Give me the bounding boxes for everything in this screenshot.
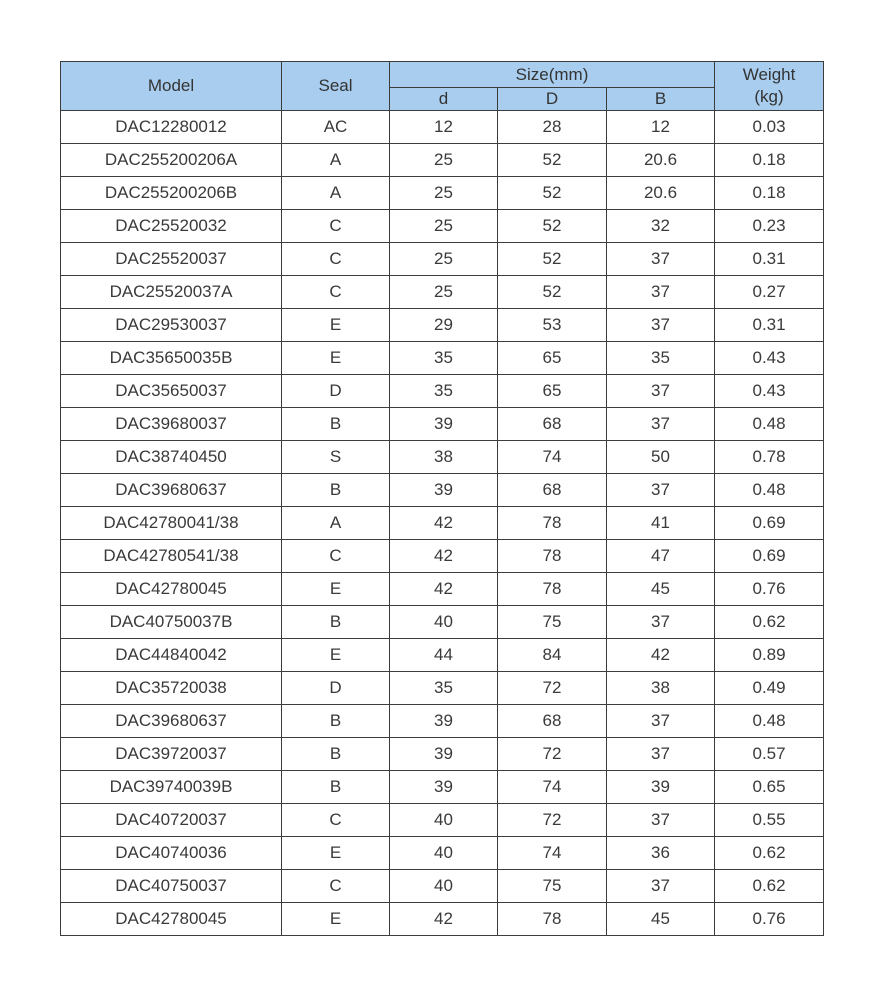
cell-size-D: 74 (498, 771, 607, 804)
header-model: Model (61, 62, 282, 111)
cell-seal: A (282, 144, 390, 177)
cell-size-d: 39 (390, 408, 498, 441)
cell-weight: 0.76 (715, 573, 824, 606)
header-weight-unit: (kg) (754, 87, 784, 106)
table-row (61, 210, 824, 243)
cell-size-d: 38 (390, 441, 498, 474)
cell-seal: AC (282, 111, 390, 144)
cell-size-d: 35 (390, 672, 498, 705)
table-row (61, 111, 824, 144)
cell-size-B: 37 (607, 705, 715, 738)
cell-seal: B (282, 606, 390, 639)
cell-size-d: 42 (390, 573, 498, 606)
cell-size-B: 38 (607, 672, 715, 705)
cell-seal: E (282, 903, 390, 936)
header-size-B: B (607, 88, 715, 111)
cell-weight: 0.69 (715, 540, 824, 573)
header-row-top (61, 62, 824, 88)
cell-size-D: 52 (498, 144, 607, 177)
cell-size-D: 72 (498, 738, 607, 771)
cell-size-D: 78 (498, 540, 607, 573)
cell-model: DAC255200206B (61, 177, 282, 210)
cell-size-B: 36 (607, 837, 715, 870)
cell-weight: 0.48 (715, 474, 824, 507)
cell-size-D: 74 (498, 837, 607, 870)
cell-size-D: 72 (498, 672, 607, 705)
cell-size-D: 68 (498, 474, 607, 507)
cell-weight: 0.31 (715, 309, 824, 342)
cell-size-D: 52 (498, 276, 607, 309)
table-row (61, 144, 824, 177)
cell-size-d: 42 (390, 903, 498, 936)
table-row (61, 804, 824, 837)
cell-size-D: 65 (498, 375, 607, 408)
cell-seal: D (282, 672, 390, 705)
cell-model: DAC35720038 (61, 672, 282, 705)
cell-size-B: 37 (607, 276, 715, 309)
cell-size-D: 52 (498, 210, 607, 243)
table-row (61, 507, 824, 540)
cell-model: DAC35650035B (61, 342, 282, 375)
cell-seal: C (282, 870, 390, 903)
cell-size-D: 72 (498, 804, 607, 837)
cell-weight: 0.31 (715, 243, 824, 276)
cell-seal: C (282, 210, 390, 243)
cell-size-B: 37 (607, 375, 715, 408)
table-row (61, 474, 824, 507)
cell-size-B: 45 (607, 903, 715, 936)
cell-weight: 0.43 (715, 375, 824, 408)
header-weight (715, 62, 824, 111)
cell-weight: 0.62 (715, 837, 824, 870)
cell-model: DAC25520037 (61, 243, 282, 276)
cell-model: DAC29530037 (61, 309, 282, 342)
table-row (61, 243, 824, 276)
cell-size-B: 32 (607, 210, 715, 243)
cell-seal: C (282, 243, 390, 276)
cell-weight: 0.62 (715, 606, 824, 639)
cell-size-B: 45 (607, 573, 715, 606)
cell-model: DAC12280012 (61, 111, 282, 144)
cell-size-B: 37 (607, 243, 715, 276)
cell-size-d: 25 (390, 210, 498, 243)
cell-weight: 0.76 (715, 903, 824, 936)
cell-weight: 0.43 (715, 342, 824, 375)
cell-weight: 0.23 (715, 210, 824, 243)
cell-model: DAC39720037 (61, 738, 282, 771)
cell-seal: B (282, 705, 390, 738)
cell-size-d: 25 (390, 243, 498, 276)
cell-weight: 0.57 (715, 738, 824, 771)
cell-model: DAC38740450 (61, 441, 282, 474)
table-row (61, 441, 824, 474)
cell-size-d: 35 (390, 375, 498, 408)
table-header (61, 62, 824, 111)
cell-weight: 0.65 (715, 771, 824, 804)
table-row (61, 606, 824, 639)
table-row (61, 408, 824, 441)
cell-size-D: 74 (498, 441, 607, 474)
cell-size-D: 52 (498, 243, 607, 276)
cell-model: DAC42780541/38 (61, 540, 282, 573)
cell-seal: S (282, 441, 390, 474)
table-row (61, 738, 824, 771)
cell-size-d: 39 (390, 474, 498, 507)
cell-model: DAC40720037 (61, 804, 282, 837)
cell-seal: E (282, 342, 390, 375)
cell-size-D: 65 (498, 342, 607, 375)
cell-size-B: 37 (607, 408, 715, 441)
cell-seal: A (282, 177, 390, 210)
cell-size-B: 37 (607, 804, 715, 837)
cell-model: DAC42780045 (61, 903, 282, 936)
cell-size-B: 47 (607, 540, 715, 573)
cell-seal: C (282, 540, 390, 573)
table-row (61, 903, 824, 936)
cell-model: DAC35650037 (61, 375, 282, 408)
table-row (61, 309, 824, 342)
cell-size-d: 12 (390, 111, 498, 144)
cell-weight: 0.48 (715, 705, 824, 738)
cell-model: DAC40750037B (61, 606, 282, 639)
cell-size-d: 42 (390, 507, 498, 540)
cell-size-B: 41 (607, 507, 715, 540)
bearing-spec-table (60, 61, 824, 936)
cell-size-d: 25 (390, 144, 498, 177)
cell-model: DAC44840042 (61, 639, 282, 672)
cell-seal: E (282, 309, 390, 342)
cell-weight: 0.18 (715, 177, 824, 210)
cell-size-B: 20.6 (607, 177, 715, 210)
header-seal: Seal (282, 62, 390, 111)
cell-size-D: 68 (498, 408, 607, 441)
cell-model: DAC255200206A (61, 144, 282, 177)
cell-size-d: 35 (390, 342, 498, 375)
cell-size-D: 84 (498, 639, 607, 672)
cell-size-B: 42 (607, 639, 715, 672)
header-size-d: d (390, 88, 498, 111)
cell-weight: 0.18 (715, 144, 824, 177)
cell-size-D: 53 (498, 309, 607, 342)
cell-size-B: 35 (607, 342, 715, 375)
cell-size-d: 42 (390, 540, 498, 573)
cell-size-B: 12 (607, 111, 715, 144)
cell-size-D: 78 (498, 573, 607, 606)
cell-seal: C (282, 804, 390, 837)
cell-size-d: 40 (390, 870, 498, 903)
table-row (61, 573, 824, 606)
cell-seal: B (282, 738, 390, 771)
cell-size-B: 37 (607, 870, 715, 903)
cell-size-D: 68 (498, 705, 607, 738)
table-row (61, 837, 824, 870)
cell-weight: 0.27 (715, 276, 824, 309)
cell-size-d: 40 (390, 606, 498, 639)
table-row (61, 540, 824, 573)
cell-size-B: 20.6 (607, 144, 715, 177)
cell-size-B: 50 (607, 441, 715, 474)
cell-seal: E (282, 837, 390, 870)
cell-model: DAC39740039B (61, 771, 282, 804)
cell-size-d: 39 (390, 705, 498, 738)
table-row (61, 276, 824, 309)
cell-size-d: 44 (390, 639, 498, 672)
table-row (61, 375, 824, 408)
cell-model: DAC40740036 (61, 837, 282, 870)
cell-size-D: 75 (498, 606, 607, 639)
header-weight-label: Weight (742, 65, 796, 84)
cell-model: DAC39680637 (61, 705, 282, 738)
cell-size-D: 78 (498, 903, 607, 936)
table-row (61, 771, 824, 804)
table-row (61, 342, 824, 375)
cell-weight: 0.89 (715, 639, 824, 672)
cell-seal: B (282, 474, 390, 507)
cell-weight: 0.62 (715, 870, 824, 903)
table-row (61, 672, 824, 705)
table-row (61, 639, 824, 672)
cell-size-B: 37 (607, 606, 715, 639)
cell-seal: C (282, 276, 390, 309)
cell-size-d: 40 (390, 804, 498, 837)
cell-size-d: 40 (390, 837, 498, 870)
cell-weight: 0.69 (715, 507, 824, 540)
cell-model: DAC42780045 (61, 573, 282, 606)
cell-weight: 0.78 (715, 441, 824, 474)
cell-weight: 0.48 (715, 408, 824, 441)
cell-size-B: 37 (607, 738, 715, 771)
header-size: Size(mm) (390, 62, 715, 88)
cell-model: DAC39680037 (61, 408, 282, 441)
cell-weight: 0.49 (715, 672, 824, 705)
cell-size-B: 37 (607, 309, 715, 342)
cell-size-D: 52 (498, 177, 607, 210)
table-body (61, 111, 824, 936)
table-row (61, 870, 824, 903)
cell-seal: E (282, 639, 390, 672)
cell-size-d: 25 (390, 276, 498, 309)
cell-weight: 0.03 (715, 111, 824, 144)
cell-size-d: 39 (390, 738, 498, 771)
cell-seal: A (282, 507, 390, 540)
cell-seal: B (282, 408, 390, 441)
cell-size-B: 39 (607, 771, 715, 804)
cell-size-D: 75 (498, 870, 607, 903)
cell-model: DAC25520032 (61, 210, 282, 243)
cell-model: DAC42780041/38 (61, 507, 282, 540)
cell-size-D: 78 (498, 507, 607, 540)
table-row (61, 177, 824, 210)
table-row (61, 705, 824, 738)
cell-size-B: 37 (607, 474, 715, 507)
header-size-D: D (498, 88, 607, 111)
cell-seal: E (282, 573, 390, 606)
cell-size-D: 28 (498, 111, 607, 144)
cell-model: DAC25520037A (61, 276, 282, 309)
cell-model: DAC39680637 (61, 474, 282, 507)
cell-weight: 0.55 (715, 804, 824, 837)
cell-size-d: 39 (390, 771, 498, 804)
cell-size-d: 29 (390, 309, 498, 342)
cell-seal: D (282, 375, 390, 408)
cell-size-d: 25 (390, 177, 498, 210)
cell-model: DAC40750037 (61, 870, 282, 903)
cell-seal: B (282, 771, 390, 804)
